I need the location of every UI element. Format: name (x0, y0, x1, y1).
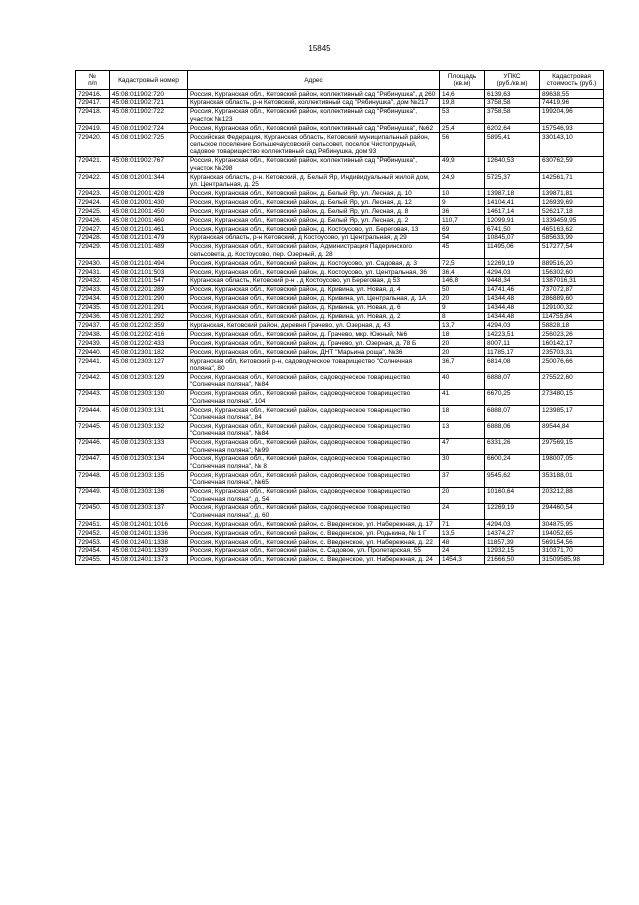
table-row (76, 124, 604, 133)
cell-area: 1454,3 (440, 555, 485, 564)
cell-address: Россия, Курганская обл., Кетовский район, д. Белый Яр, ул. Лесная, д. 12 (188, 198, 440, 207)
cell-area: 69 (440, 225, 485, 234)
cell-cadastral-cost: 74419,96 (540, 98, 604, 107)
cell-cadastral-cost: 235703,31 (540, 348, 604, 357)
cell-area: 47 (440, 438, 485, 454)
cell-cadastral-cost: 330143,10 (540, 133, 604, 157)
cell-address: Курганская область, р-н Кетовский, коллективный сад "Рябинушка", дом №217 (188, 98, 440, 107)
cell-number: 729428. (76, 233, 110, 242)
cell-area: 14,6 (440, 90, 485, 99)
cell-cadastral-number: 45:08:012401:1016 (110, 520, 188, 529)
cell-address: Россия, Курганская обл., Кетовский район, садоводческое товарищество "Солнечная поляна", 104 (188, 389, 440, 405)
cell-area: 19,8 (440, 98, 485, 107)
cell-upks: 5725,37 (485, 173, 540, 189)
table-row (76, 285, 604, 294)
cell-address: Россия, Курганская обл., Кетовский район, д. Костоусово, ул. Садовая, д. 3 (188, 259, 440, 268)
cell-number: 729439. (76, 339, 110, 348)
cell-upks: 6888,06 (485, 422, 540, 438)
cell-cadastral-number: 45:08:012401:1339 (110, 546, 188, 555)
cell-cadastral-number: 45:08:012201:292 (110, 312, 188, 321)
cell-cadastral-number: 45:08:011902:722 (110, 107, 188, 123)
cadastral-value-table (75, 70, 604, 565)
cell-number: 729451. (76, 520, 110, 529)
cell-address: Россия, Курганская обл., Кетовский район, д. Кривина, ул. Центральная, д. 1А (188, 294, 440, 303)
cell-upks: 14741,46 (485, 285, 540, 294)
cell-cadastral-number: 45:08:012101:547 (110, 276, 188, 285)
cell-area: 45 (440, 242, 485, 258)
cell-number: 729420. (76, 133, 110, 157)
cell-address: Курганская область, р-н. Кетовский, д. Белый Яр, Индивидуальный жилой дом, ул. Центральная, д. 25 (188, 173, 440, 189)
cell-upks: 6331,26 (485, 438, 540, 454)
cell-address: Россия, Курганская обл., Кетовский район, д. Белый Яр, ул. Лесная, д. 2 (188, 216, 440, 225)
cell-address: Россия, Курганская обл., Кетовский район, д. Белый Яр, ул. Лесная, д. 8 (188, 207, 440, 216)
cell-cadastral-number: 45:08:012301:182 (110, 348, 188, 357)
cell-upks: 13987,18 (485, 189, 540, 198)
cell-cadastral-cost: 1387016,31 (540, 276, 604, 285)
cell-cadastral-number: 45:08:012303:133 (110, 438, 188, 454)
cell-upks: 11785,17 (485, 348, 540, 357)
cell-number: 729434. (76, 294, 110, 303)
cell-area: 24,9 (440, 173, 485, 189)
cell-cadastral-number: 45:08:011902:725 (110, 133, 188, 157)
cell-cadastral-number: 45:08:012401:1338 (110, 538, 188, 547)
cell-number: 729442. (76, 373, 110, 389)
cell-address: Россия, Курганская обл., Кетовский район, садоводческое товарищество "Солнечная поляна", 84 (188, 406, 440, 422)
cell-address: Российская Федерация, Курганская область, Кетовский муниципальный район, сельское поселение Большечаусовский сельсовет, поселок Чистопрудный, садовое товарищество коллективный сад Рябинушка, дом 93 (188, 133, 440, 157)
cell-upks: 9448,34 (485, 276, 540, 285)
cell-number: 729418. (76, 107, 110, 123)
cell-area: 36,4 (440, 268, 485, 277)
table-row (76, 357, 604, 373)
cell-area: 24 (440, 546, 485, 555)
cell-number: 729443. (76, 389, 110, 405)
table-row (76, 259, 604, 268)
table-row (76, 189, 604, 198)
cell-address: Россия, Курганская обл., Кетовский район, садоводческое товарищество "Солнечная поляна", №65 (188, 471, 440, 487)
cell-address: Россия, Курганская обл., Кетовский район, коллективный сад "Рябинушка", №62 (188, 124, 440, 133)
cell-address: Россия, Курганская обл., Кетовский район, д. Кривина, ул. Новая, д. 6 (188, 303, 440, 312)
cell-cadastral-number: 45:08:012303:136 (110, 487, 188, 503)
cell-upks: 14344,48 (485, 294, 540, 303)
cell-cadastral-number: 45:08:012202:359 (110, 321, 188, 330)
cell-upks: 6670,25 (485, 389, 540, 405)
column-header-cadastral-cost: Кадастровая стоимость (руб.) (540, 71, 604, 90)
cell-upks: 14104,41 (485, 198, 540, 207)
cell-upks: 12099,91 (485, 216, 540, 225)
cell-address: Россия, Курганская обл., Кетовский район, садоводческое товарищество "Солнечная поляна", №84 (188, 422, 440, 438)
cell-area: 9 (440, 303, 485, 312)
cell-number: 729425. (76, 207, 110, 216)
cell-number: 729417. (76, 98, 110, 107)
cell-cadastral-number: 45:08:012303:129 (110, 373, 188, 389)
cell-cadastral-cost: 89544,84 (540, 422, 604, 438)
cell-cadastral-number: 45:08:012101:489 (110, 242, 188, 258)
cell-area: 18 (440, 406, 485, 422)
cell-address: Россия, Курганская обл., Кетовский район, коллективный сад "Рябинушка", участок №298 (188, 156, 440, 172)
cell-address: Россия, Курганская обл., Кетовский район, с. Введенское, ул. Родькина, № 1 Г (188, 529, 440, 538)
cell-cadastral-cost: 569154,56 (540, 538, 604, 547)
cell-cadastral-number: 45:08:012303:134 (110, 454, 188, 470)
cell-upks: 5895,41 (485, 133, 540, 157)
column-header-upks: УПКС (руб./кв.м) (485, 71, 540, 90)
cell-upks: 6888,07 (485, 373, 540, 389)
cell-cadastral-cost: 129100,32 (540, 303, 604, 312)
cell-address: Россия, Курганская обл., Кетовский район, д. Кривина, ул. Новая, д. 2 (188, 312, 440, 321)
cell-address: Курганская обл, Кетовский р-н, садоводческое товарищество "Солнечная поляна", 80 (188, 357, 440, 373)
column-header-cadastral-number: Кадастровый номер (110, 71, 188, 90)
cell-cadastral-number: 45:08:012303:135 (110, 471, 188, 487)
table-row (76, 207, 604, 216)
table-row (76, 321, 604, 330)
cell-cadastral-cost: 114755,84 (540, 312, 604, 321)
table-body (76, 90, 604, 565)
table-row (76, 555, 604, 564)
cell-cadastral-number: 45:08:012303:137 (110, 503, 188, 519)
cell-area: 36,7 (440, 357, 485, 373)
cell-cadastral-number: 45:08:012303:127 (110, 357, 188, 373)
cell-cadastral-cost: 465163,62 (540, 225, 604, 234)
cell-cadastral-cost: 198007,05 (540, 454, 604, 470)
cell-cadastral-cost: 256023,26 (540, 330, 604, 339)
cell-upks: 6888,07 (485, 406, 540, 422)
cell-cadastral-number: 45:08:012101:461 (110, 225, 188, 234)
cell-number: 729450. (76, 503, 110, 519)
table-row (76, 471, 604, 487)
cell-number: 729424. (76, 198, 110, 207)
cell-number: 729452. (76, 529, 110, 538)
cell-cadastral-cost: 630762,59 (540, 156, 604, 172)
table-row (76, 503, 604, 519)
cell-number: 729449. (76, 487, 110, 503)
table-header-row (76, 71, 604, 90)
cell-area: 56 (440, 133, 485, 157)
cell-address: Россия, Курганская обл., Кетовский район, д. Костоусово, ул. Береговая, 13 (188, 225, 440, 234)
cell-cadastral-cost: 126939,69 (540, 198, 604, 207)
cell-address: Россия, Курганская обл., Кетовский район, с. Введенское, ул. Набережная, д. 24 (188, 555, 440, 564)
cell-address: Россия, Курганская обл., Кетовский район, садоводческое товарищество "Солнечная поляна", № 8 (188, 454, 440, 470)
cell-cadastral-cost: 160142,17 (540, 339, 604, 348)
table-row (76, 233, 604, 242)
cell-area: 54 (440, 233, 485, 242)
cell-number: 729436. (76, 312, 110, 321)
cell-upks: 14374,27 (485, 529, 540, 538)
cell-number: 729433. (76, 285, 110, 294)
cell-cadastral-cost: 294460,54 (540, 503, 604, 519)
cell-upks: 3758,58 (485, 107, 540, 123)
cell-cadastral-cost: 273480,15 (540, 389, 604, 405)
table-row (76, 339, 604, 348)
cell-number: 729438. (76, 330, 110, 339)
cell-cadastral-cost: 737072,87 (540, 285, 604, 294)
table-row (76, 98, 604, 107)
cell-area: 71 (440, 520, 485, 529)
cell-cadastral-cost: 526217,18 (540, 207, 604, 216)
table-row (76, 268, 604, 277)
cell-area: 40 (440, 373, 485, 389)
cell-cadastral-number: 45:08:012001:460 (110, 216, 188, 225)
cell-area: 48 (440, 538, 485, 547)
cell-cadastral-number: 45:08:012001:430 (110, 198, 188, 207)
table-row (76, 422, 604, 438)
cell-number: 729447. (76, 454, 110, 470)
cell-cadastral-cost: 297569,15 (540, 438, 604, 454)
cell-upks: 12932,15 (485, 546, 540, 555)
cell-address: Курганская, Кетовский район, деревня Грачево, ул. Озерная, д. 43 (188, 321, 440, 330)
cell-cadastral-number: 45:08:012201:289 (110, 285, 188, 294)
table-row (76, 373, 604, 389)
cell-upks: 4294,03 (485, 321, 540, 330)
cell-cadastral-cost: 89638,55 (540, 90, 604, 99)
cell-number: 729445. (76, 422, 110, 438)
cell-cadastral-cost: 31509585,98 (540, 555, 604, 564)
cell-address: Россия, Курганская обл., Кетовский район, д. Кривина, ул. Новая, д. 4 (188, 285, 440, 294)
cell-area: 8 (440, 312, 485, 321)
cell-area: 20 (440, 487, 485, 503)
cell-address: Россия, Курганская обл., Кетовский район, ДНТ "Марьина роща", №36 (188, 348, 440, 357)
cell-cadastral-number: 45:08:011902:767 (110, 156, 188, 172)
cell-cadastral-cost: 889516,20 (540, 259, 604, 268)
table-row (76, 107, 604, 123)
cell-cadastral-number: 45:08:012001:344 (110, 173, 188, 189)
cell-number: 729432. (76, 276, 110, 285)
cell-number: 729444. (76, 406, 110, 422)
cell-number: 729453. (76, 538, 110, 547)
cell-cadastral-cost: 585633,99 (540, 233, 604, 242)
cell-cadastral-number: 45:08:012202:416 (110, 330, 188, 339)
cell-area: 9 (440, 198, 485, 207)
cell-cadastral-number: 45:08:012303:131 (110, 406, 188, 422)
cell-upks: 12269,19 (485, 259, 540, 268)
cell-address: Россия, Курганская обл., Кетовский район, садоводческое товарищество "Солнечная поляна", №84 (188, 373, 440, 389)
cell-area: 50 (440, 285, 485, 294)
cell-upks: 6814,08 (485, 357, 540, 373)
cell-area: 37 (440, 471, 485, 487)
cell-upks: 12640,53 (485, 156, 540, 172)
table-row (76, 90, 604, 99)
cell-number: 729431. (76, 268, 110, 277)
table-row (76, 242, 604, 258)
cell-cadastral-cost: 156302,60 (540, 268, 604, 277)
cell-area: 53 (440, 107, 485, 123)
table-row (76, 198, 604, 207)
cell-cadastral-cost: 199204,96 (540, 107, 604, 123)
cell-upks: 14617,14 (485, 207, 540, 216)
cell-number: 729423. (76, 189, 110, 198)
cell-cadastral-cost: 310371,70 (540, 546, 604, 555)
cell-area: 24 (440, 503, 485, 519)
cell-cadastral-number: 45:08:012101:479 (110, 233, 188, 242)
cell-upks: 6741,50 (485, 225, 540, 234)
page-number: 15845 (308, 44, 331, 53)
table-row (76, 438, 604, 454)
cell-number: 729435. (76, 303, 110, 312)
table-row (76, 538, 604, 547)
cell-area: 36 (440, 207, 485, 216)
cell-area: 20 (440, 339, 485, 348)
cell-cadastral-cost: 123985,17 (540, 406, 604, 422)
table-row (76, 216, 604, 225)
table-row (76, 225, 604, 234)
cell-area: 13 (440, 422, 485, 438)
cell-address: Россия, Курганская обл., Кетовский район, Администрация Падеринского сельсовета, д. Костоусово, пер. Озерный, д. 28 (188, 242, 440, 258)
cell-cadastral-cost: 275522,60 (540, 373, 604, 389)
cell-area: 10 (440, 189, 485, 198)
cell-area: 110,7 (440, 216, 485, 225)
cell-cadastral-number: 45:08:011902:724 (110, 124, 188, 133)
table-row (76, 520, 604, 529)
table-row (76, 133, 604, 157)
cell-upks: 14344,48 (485, 303, 540, 312)
column-header-area: Площадь (кв.м) (440, 71, 485, 90)
cell-number: 729437. (76, 321, 110, 330)
cell-cadastral-number: 45:08:012401:1373 (110, 555, 188, 564)
cell-cadastral-cost: 194052,65 (540, 529, 604, 538)
cell-address: Россия, Курганская обл., Кетовский район, д. Грачево, ул. Озерная, д. 78 Б (188, 339, 440, 348)
cell-upks: 11495,06 (485, 242, 540, 258)
cell-cadastral-cost: 58828,18 (540, 321, 604, 330)
cell-address: Курганская область, Кетовский р-н , д Костоусово, ул Береговая, д 53 (188, 276, 440, 285)
cell-address: Россия, Курганская обл., Кетовский район, садоводческое товарищество "Солнечная поляна", д. 60 (188, 503, 440, 519)
cell-area: 49,9 (440, 156, 485, 172)
cell-cadastral-number: 45:08:012101:503 (110, 268, 188, 277)
cell-upks: 3758,58 (485, 98, 540, 107)
cell-cadastral-cost: 157546,93 (540, 124, 604, 133)
cell-area: 18 (440, 330, 485, 339)
cell-address: Россия, Курганская обл., Кетовский район, д. Белый Яр, ул. Лесная, д. 10 (188, 189, 440, 198)
cell-cadastral-cost: 304875,95 (540, 520, 604, 529)
cell-upks: 10160,64 (485, 487, 540, 503)
cell-address: Россия, Курганская обл., Кетовский район, садоводческое товарищество "Солнечная поляна", д. 54 (188, 487, 440, 503)
cell-area: 30 (440, 454, 485, 470)
cell-number: 729441. (76, 357, 110, 373)
cell-number: 729422. (76, 173, 110, 189)
cell-cadastral-cost: 250076,66 (540, 357, 604, 373)
table-row (76, 330, 604, 339)
cell-number: 729426. (76, 216, 110, 225)
cell-upks: 6600,24 (485, 454, 540, 470)
cell-area: 25,4 (440, 124, 485, 133)
cell-area: 41 (440, 389, 485, 405)
table-row (76, 454, 604, 470)
cell-address: Россия, Курганская обл., Кетовский район, коллективный сад "Рябинушка", участок №123 (188, 107, 440, 123)
cell-number: 729429. (76, 242, 110, 258)
cell-cadastral-cost: 1339459,95 (540, 216, 604, 225)
cell-cadastral-cost: 139871,81 (540, 189, 604, 198)
cell-cadastral-number: 45:08:012303:130 (110, 389, 188, 405)
cell-cadastral-cost: 142561,71 (540, 173, 604, 189)
cell-upks: 4294,03 (485, 520, 540, 529)
cell-number: 729446. (76, 438, 110, 454)
table-row (76, 156, 604, 172)
table-row (76, 406, 604, 422)
cell-cadastral-cost: 517277,54 (540, 242, 604, 258)
cell-address: Россия, Курганская обл., Кетовский район, с. Садовое, ул. Пролетарская, 55 (188, 546, 440, 555)
cell-address: Россия, Курганская обл., Кетовский район, д. Грачево, мкр. Южный, №6 (188, 330, 440, 339)
table-row (76, 487, 604, 503)
cell-address: Россия, Курганская обл., Кетовский район, д. Костоусово, ул. Центральная, 36 (188, 268, 440, 277)
cell-cadastral-number: 45:08:012001:428 (110, 189, 188, 198)
table-row (76, 389, 604, 405)
cell-upks: 21666,50 (485, 555, 540, 564)
cell-area: 20 (440, 348, 485, 357)
table-row (76, 303, 604, 312)
table-row (76, 294, 604, 303)
cell-number: 729454. (76, 546, 110, 555)
cell-area: 13,7 (440, 321, 485, 330)
cell-number: 729416. (76, 90, 110, 99)
cell-upks: 6202,64 (485, 124, 540, 133)
table-row (76, 546, 604, 555)
cell-upks: 8007,11 (485, 339, 540, 348)
table-row (76, 173, 604, 189)
cell-cadastral-number: 45:08:012201:291 (110, 303, 188, 312)
table-row (76, 529, 604, 538)
cell-area: 13,5 (440, 529, 485, 538)
table-row (76, 312, 604, 321)
cell-cadastral-number: 45:08:012101:494 (110, 259, 188, 268)
cell-number: 729455. (76, 555, 110, 564)
table-row (76, 348, 604, 357)
column-header-number: № п/п (76, 71, 110, 90)
cell-number: 729427. (76, 225, 110, 234)
cell-cadastral-number: 45:08:011902:721 (110, 98, 188, 107)
cell-number: 729448. (76, 471, 110, 487)
cell-upks: 14344,48 (485, 312, 540, 321)
cell-cadastral-number: 45:08:012201:290 (110, 294, 188, 303)
cell-cadastral-number: 45:08:012202:433 (110, 339, 188, 348)
cell-cadastral-cost: 286889,60 (540, 294, 604, 303)
cell-address: Россия, Курганская обл., Кетовский район, с. Введенское, ул. Набережная, д. 17 (188, 520, 440, 529)
table-row (76, 276, 604, 285)
cell-cadastral-number: 45:08:011902:720 (110, 90, 188, 99)
cell-upks: 4294,03 (485, 268, 540, 277)
cell-upks: 6139,63 (485, 90, 540, 99)
column-header-address: Адрес (188, 71, 440, 90)
cell-number: 729421. (76, 156, 110, 172)
cell-address: Курганская область, р-н Кетовский, д Костоусово, ул Центральная, д 29 (188, 233, 440, 242)
cell-address: Россия, Курганская обл., Кетовский район, с. Введенское, ул. Набережная, д. 22 (188, 538, 440, 547)
cell-upks: 10845,07 (485, 233, 540, 242)
cell-area: 20 (440, 294, 485, 303)
cell-number: 729419. (76, 124, 110, 133)
cell-cadastral-cost: 353188,01 (540, 471, 604, 487)
cell-area: 72,5 (440, 259, 485, 268)
cell-cadastral-number: 45:08:012401:1336 (110, 529, 188, 538)
cell-address: Россия, Курганская обл., Кетовский район, коллективный сад "Рябинушка", д 260 (188, 90, 440, 99)
cell-cadastral-number: 45:08:012001:450 (110, 207, 188, 216)
cell-upks: 12269,19 (485, 503, 540, 519)
cell-upks: 14223,51 (485, 330, 540, 339)
cell-upks: 11857,39 (485, 538, 540, 547)
cell-upks: 9545,62 (485, 471, 540, 487)
cell-number: 729430. (76, 259, 110, 268)
cell-cadastral-cost: 203212,88 (540, 487, 604, 503)
cell-area: 146,8 (440, 276, 485, 285)
cell-address: Россия, Курганская обл., Кетовский район, садоводческое товарищество "Солнечная поляна", №99 (188, 438, 440, 454)
cell-number: 729440. (76, 348, 110, 357)
cell-cadastral-number: 45:08:012303:132 (110, 422, 188, 438)
